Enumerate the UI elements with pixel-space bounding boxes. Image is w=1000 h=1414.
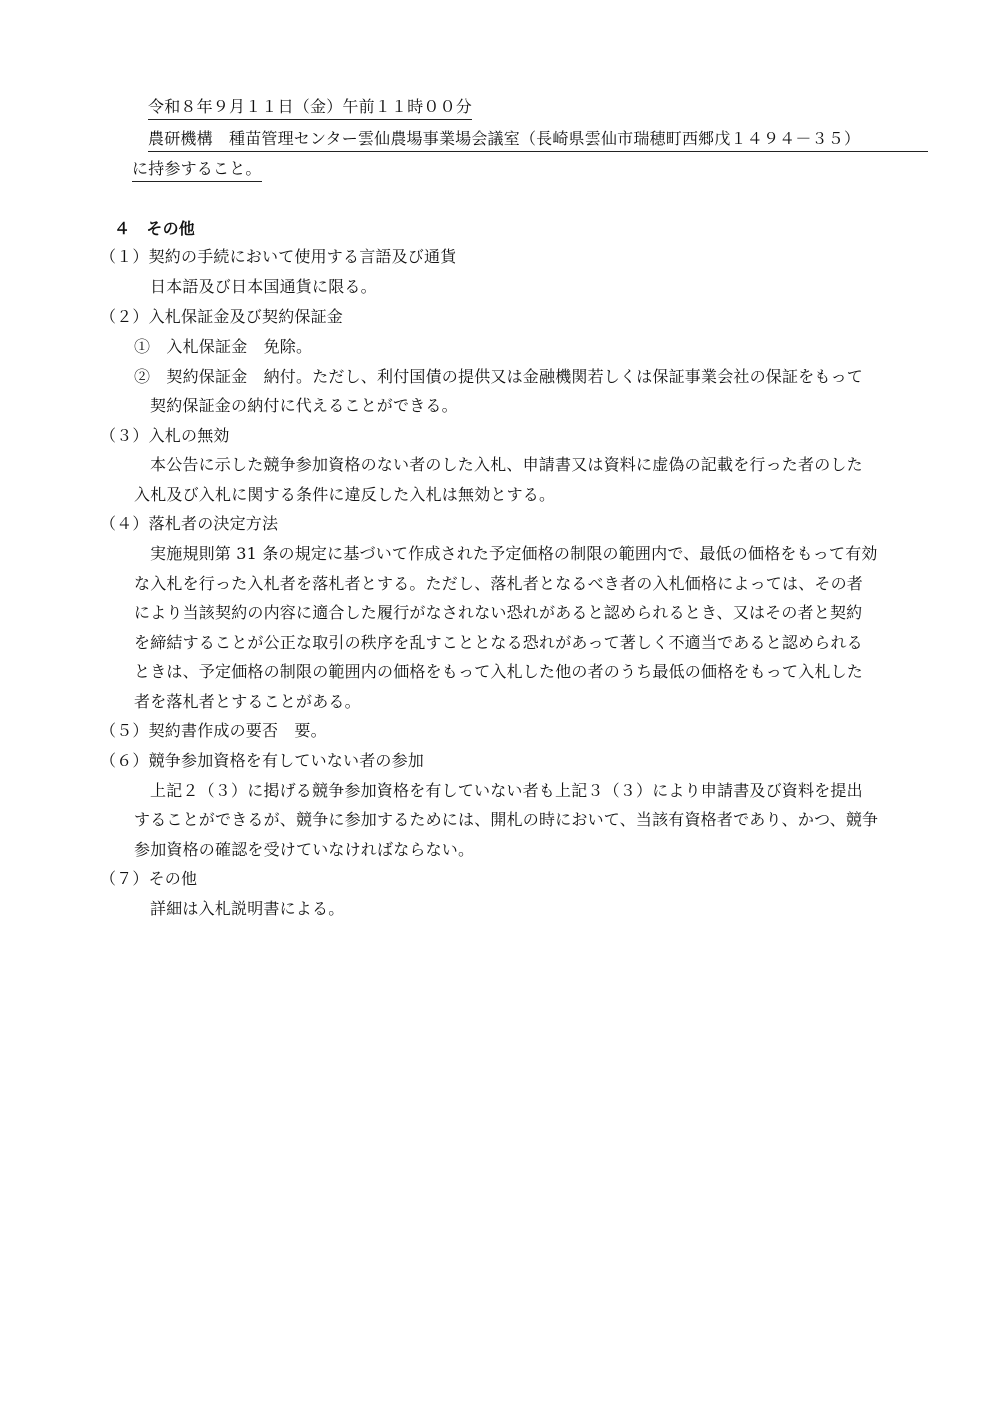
item-body-line: ときは、予定価格の制限の範囲内の価格をもって入札した他の者のうち最低の価格をもって入札した [134,662,864,681]
opening-date-line: 令和８年９月１１日（金）午前１１時００分 [148,96,472,120]
item-body-line: 日本語及び日本国通貨に限る。 [150,277,377,296]
item-title: （７）その他 [100,869,198,888]
item-body-line: により当該契約の内容に適合した履行がなされない恐れがあると認められるとき、又はその者と契約 [134,603,863,622]
item-body-line: 者を落札者とすることがある。 [134,692,361,711]
item-body-line: 実施規則第 31 条の規定に基づいて作成された予定価格の制限の範囲内で、最低の価格をもって有効 [150,544,878,563]
section-heading: ４ その他 [114,219,196,238]
opening-place-continuation: に持参すること。 [132,158,262,182]
item-title: （３）入札の無効 [100,426,230,445]
item-body-line: 詳細は入札説明書による。 [150,899,345,918]
item-body-line: な入札を行った入札者を落札者とする。ただし、落札者となるべき者の入札価格によっては、その者 [134,574,864,593]
item-body-line: 参加資格の確認を受けていなければならない。 [134,840,475,859]
item-body-line: することができるが、競争に参加するためには、開札の時において、当該有資格者であり、かつ、競争 [134,810,879,829]
item-subitem-line: ② 契約保証金 納付。ただし、利付国債の提供又は金融機関若しくは保証事業会社の保証をもって [134,367,864,386]
item-subitem-line: ① 入札保証金 免除。 [134,337,313,356]
item-body-line: 入札及び入札に関する条件に違反した入札は無効とする。 [134,485,556,504]
item-title: （１）契約の手続において使用する言語及び通貨 [100,247,457,266]
item-title: （６）競争参加資格を有していない者の参加 [100,751,425,770]
item-body-line: 上記２（３）に掲げる競争参加資格を有していない者も上記３（３）により申請書及び資料を提出 [150,781,863,800]
opening-place-line: 農研機構 種苗管理センター雲仙農場事業場会議室（長崎県雲仙市瑞穂町西郷戊１４９４－３５） [148,128,928,152]
item-subitem-line: 契約保証金の納付に代えることができる。 [150,396,458,415]
item-title: （５）契約書作成の要否 要。 [100,721,327,740]
item-title: （４）落札者の決定方法 [100,514,279,533]
item-body-line: を締結することが公正な取引の秩序を乱すこととなる恐れがあって著しく不適当であると認められる [134,633,863,652]
item-title: （２）入札保証金及び契約保証金 [100,307,344,326]
item-body-line: 本公告に示した競争参加資格のない者のした入札、申請書又は資料に虚偽の記載を行った者のした [150,455,863,474]
